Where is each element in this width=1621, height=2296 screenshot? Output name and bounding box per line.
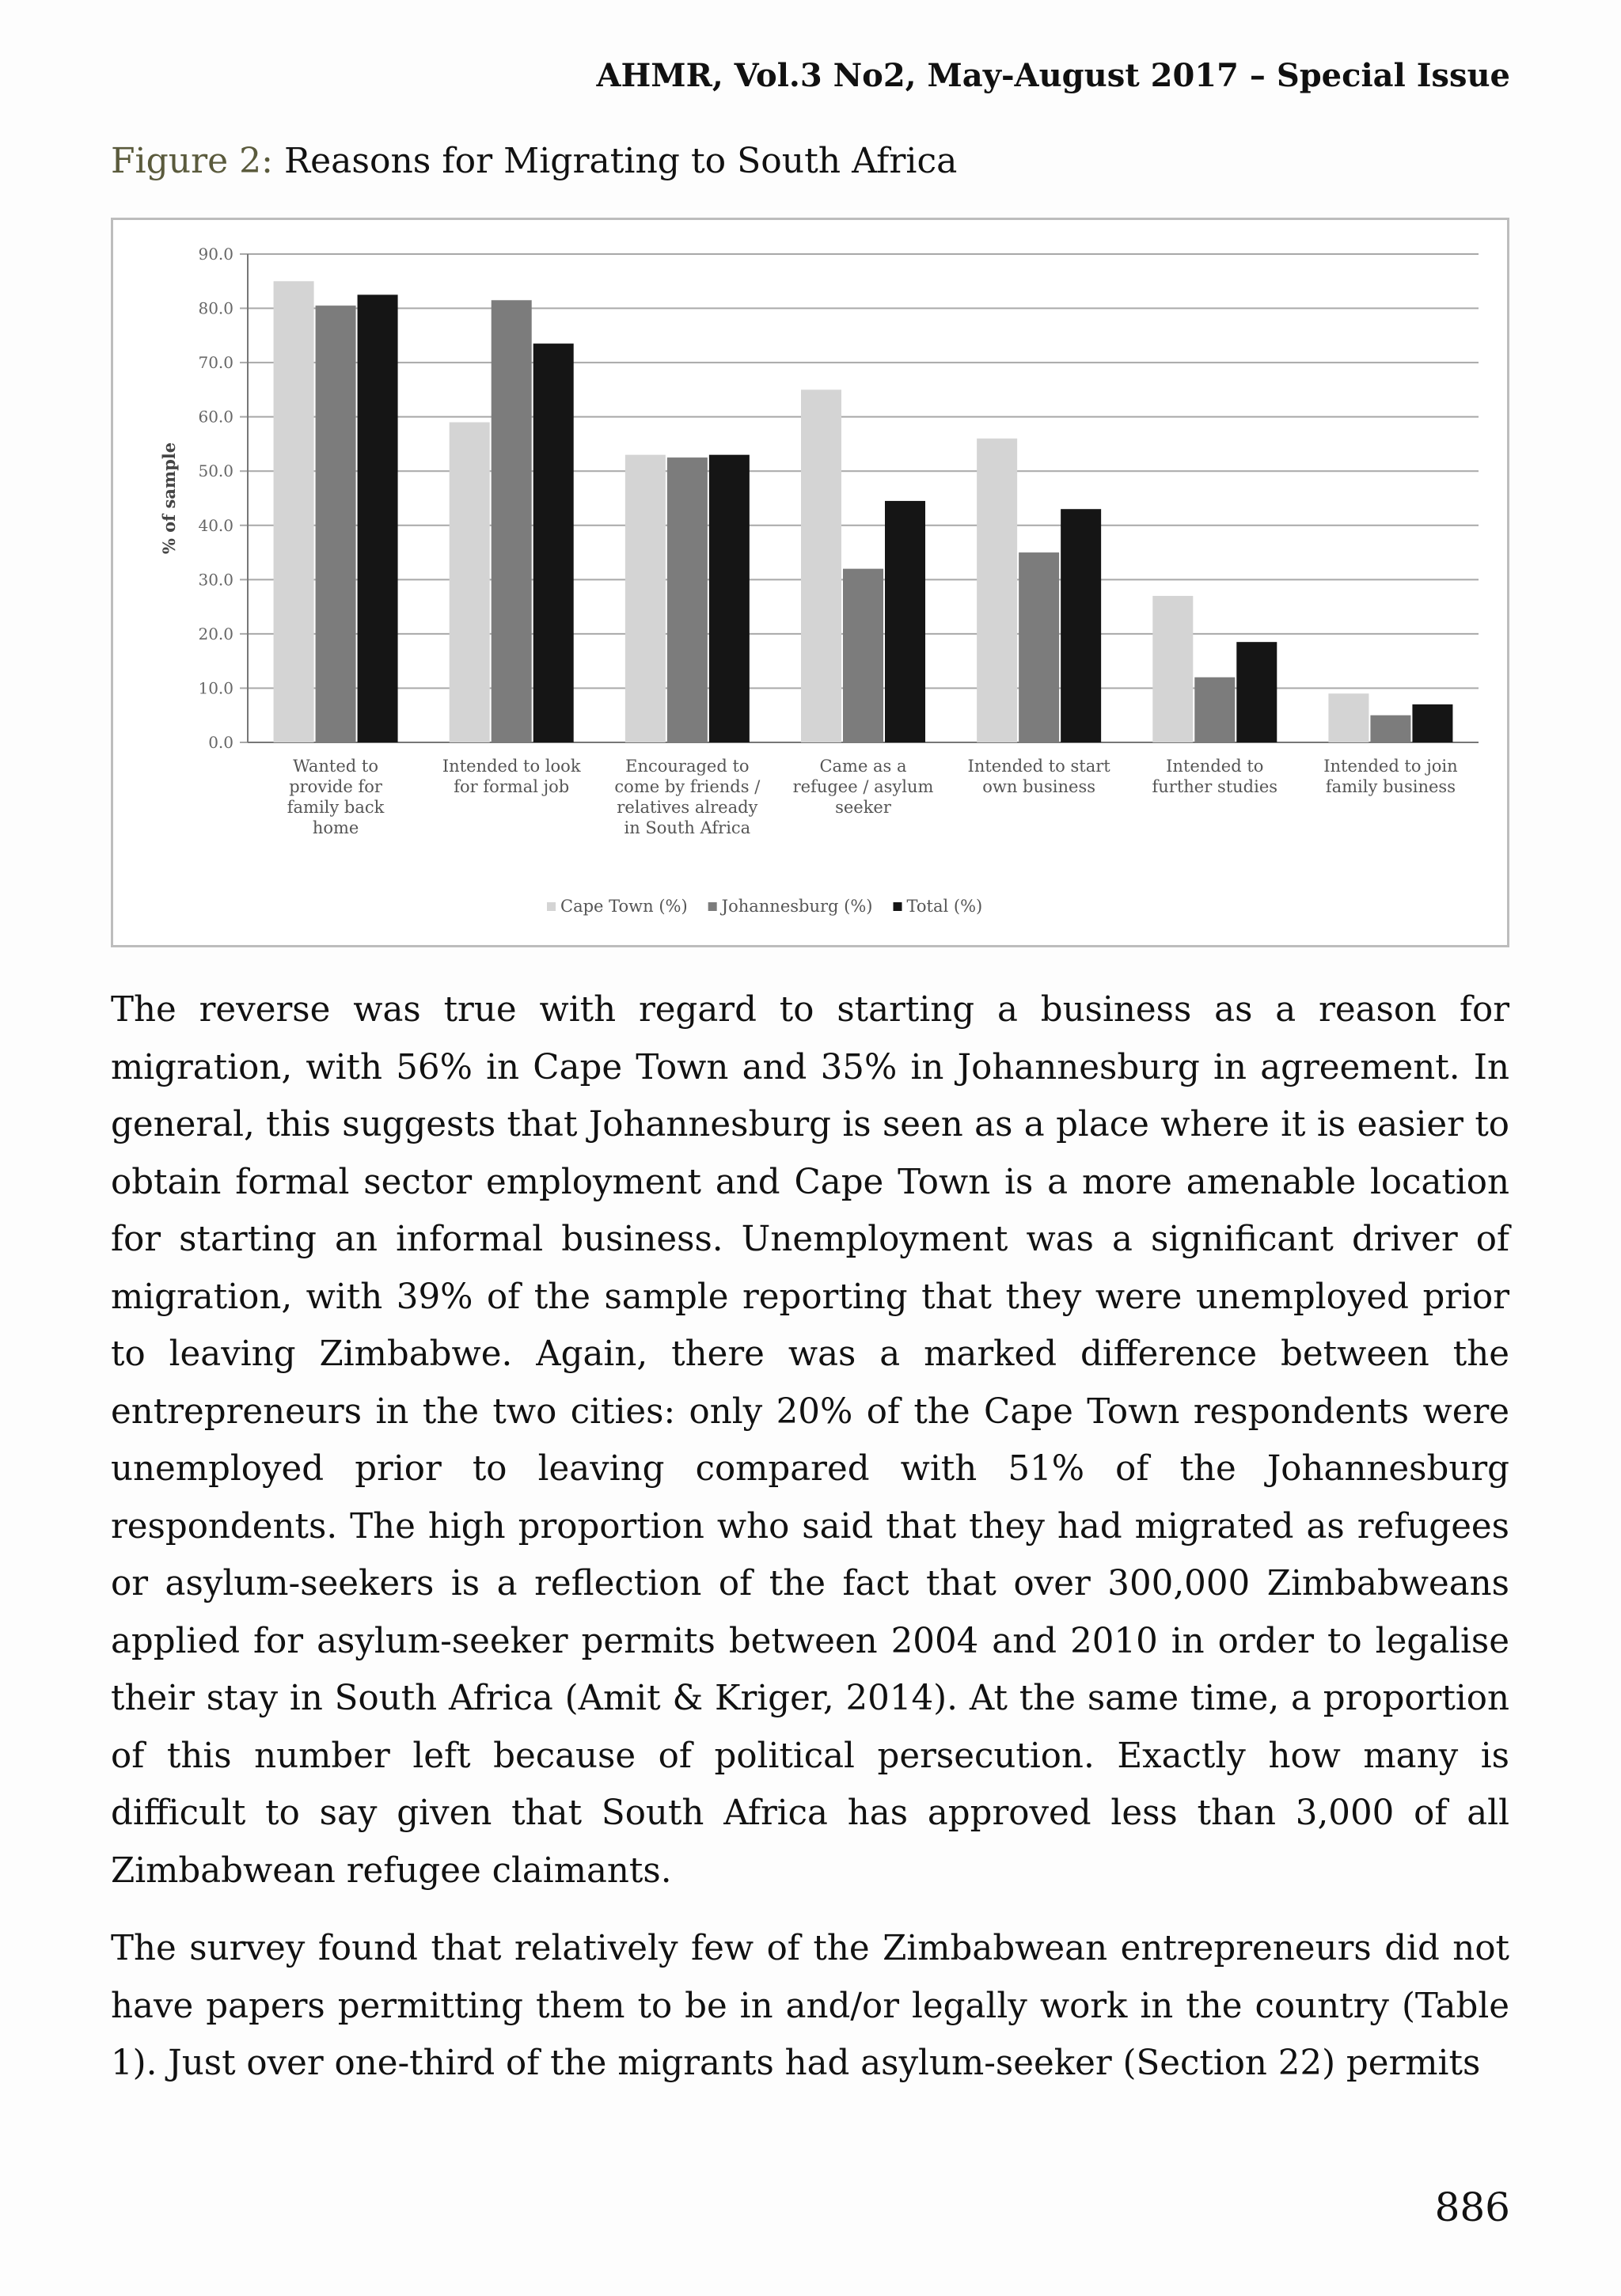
- bar: [1194, 677, 1235, 742]
- y-tick-label: 70.0: [198, 353, 233, 373]
- y-tick-label: 30.0: [198, 570, 233, 590]
- bar: [843, 569, 883, 742]
- y-tick-label: 50.0: [198, 461, 233, 481]
- x-category-label: in South Africa: [624, 818, 751, 837]
- legend-swatch: [708, 902, 717, 911]
- x-category-label: Intended to look: [442, 757, 581, 776]
- bar: [450, 423, 490, 742]
- bar: [801, 389, 841, 742]
- y-tick-label: 20.0: [198, 624, 233, 643]
- bar: [1412, 704, 1452, 742]
- y-tick-label: 10.0: [198, 678, 233, 698]
- legend-swatch: [894, 902, 902, 911]
- x-category-label: provide for: [289, 777, 382, 796]
- x-category-label: seeker: [835, 798, 891, 817]
- x-category-label: come by friends /: [614, 777, 761, 796]
- x-category-label: family business: [1325, 777, 1456, 796]
- y-axis-label: % of sample: [159, 442, 179, 555]
- x-category-label: home: [312, 818, 359, 837]
- figure-title: Reasons for Migrating to South Africa: [283, 141, 958, 181]
- chart-frame: [111, 218, 1509, 947]
- y-tick-label: 60.0: [198, 407, 233, 427]
- page-number: 886: [1434, 2184, 1510, 2230]
- bar: [274, 281, 314, 742]
- x-category-label: Came as a: [819, 757, 907, 776]
- bar: [1370, 715, 1410, 742]
- bar: [977, 438, 1017, 742]
- bar: [1328, 693, 1369, 742]
- y-tick-label: 0.0: [208, 733, 233, 752]
- bar: [1236, 642, 1277, 742]
- x-category-label: Wanted to: [293, 757, 379, 776]
- legend-label: Cape Town (%): [560, 897, 688, 916]
- figure-label: Figure 2:: [111, 141, 273, 181]
- figure-caption: [111, 141, 957, 181]
- x-category-label: Intended to start: [967, 757, 1110, 776]
- bar: [709, 455, 750, 742]
- legend-swatch: [547, 902, 556, 911]
- bar: [358, 294, 398, 742]
- legend-label: Johannesburg (%): [721, 897, 873, 916]
- x-category-label: own business: [982, 777, 1096, 796]
- x-category-label: Encouraged to: [625, 757, 750, 776]
- bar: [533, 343, 574, 742]
- legend-label: Total (%): [906, 897, 983, 916]
- bar: [625, 455, 666, 742]
- bar: [492, 300, 532, 742]
- body-paragraph-2: The survey found that relatively few of the Zimbabwean entrepreneurs did not have papers permitting them to be in and/or legally work in the country (Table 1). Just over one-third of the migrants had asylum-seeker (Section 22) permits: [111, 1929, 1509, 2083]
- body-paragraph-1: The reverse was true with regard to starting a business as a reason for migration, with 56% in Cape Town and 35% in Johannesburg in agreement. In general, this suggests that Johannesburg is seen as a place where it is easier to obtain formal sector employment and Cape Town is a more amenable location for starting an informal business. Unemployment was a significant driver of migration, with 39% of the sample reporting that they were unemployed prior to leaving Zimbabwe. Again, there was a marked difference between the entrepreneurs in the two cities: only 20% of the Cape Town respondents were unemployed prior to leaving compared with 51% of the Johannesburg respondents. The high proportion who said that they had migrated as refugees or asylum-seekers is a reflection of the fact that over 300,000 Zimbabweans applied for asylum-seeker permits between 2004 and 2010 in order to legalise their stay in South Africa (Amit & Kriger, 2014). At the same time, a proportion of this number left because of political persecution. Exactly how many is difficult to say given that South Africa has approved less than 3,000 of all Zimbabwean refugee claimants.: [111, 990, 1509, 1891]
- y-tick-label: 90.0: [198, 245, 233, 264]
- x-category-label: for formal job: [454, 777, 570, 796]
- bar: [667, 457, 708, 742]
- bar-chart: [113, 220, 1507, 945]
- bar: [885, 501, 925, 742]
- x-category-label: family back: [287, 798, 385, 817]
- bar: [316, 306, 356, 742]
- x-category-label: Intended to join: [1323, 757, 1458, 776]
- x-category-label: Intended to: [1166, 757, 1264, 776]
- x-category-label: relatives already: [617, 798, 758, 817]
- running-header: AHMR, Vol.3 No2, May-August 2017 – Special Issue: [596, 57, 1510, 94]
- bar: [1019, 552, 1059, 742]
- bar: [1152, 596, 1193, 742]
- y-tick-label: 40.0: [198, 515, 233, 535]
- y-tick-label: 80.0: [198, 298, 233, 318]
- x-category-label: refugee / asylum: [792, 777, 934, 796]
- bar: [1061, 509, 1101, 742]
- x-category-label: further studies: [1152, 777, 1278, 796]
